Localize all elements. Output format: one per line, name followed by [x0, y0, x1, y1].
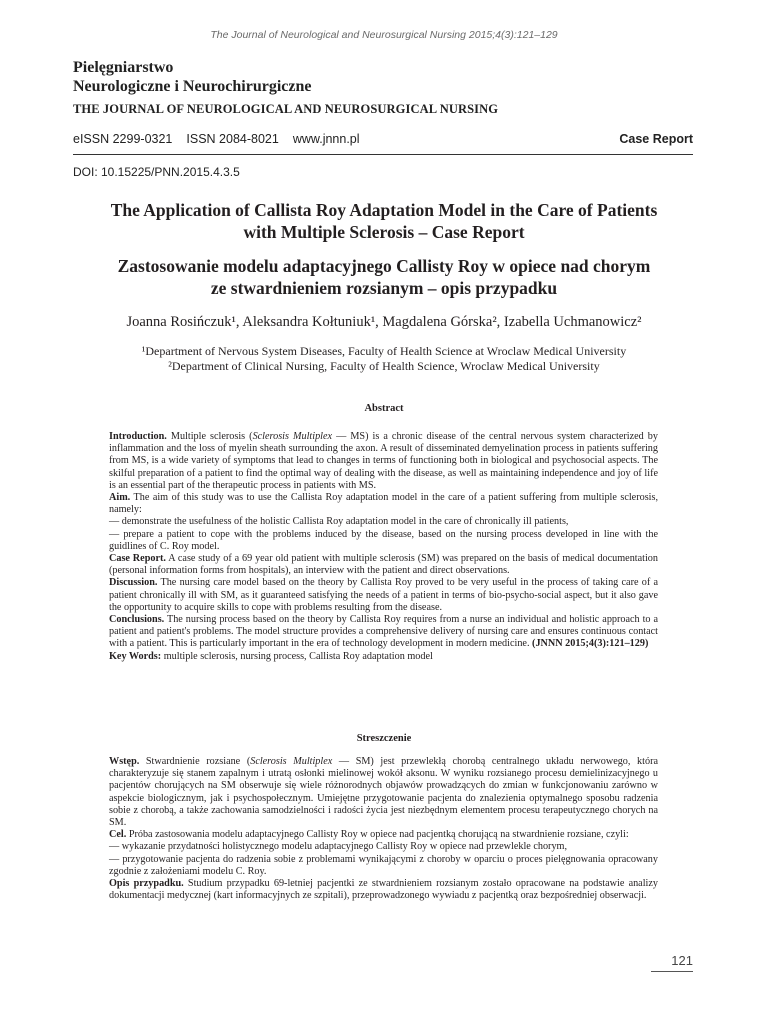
abstract-conclusions	[109, 614, 658, 651]
wstep-label: Wstęp.	[109, 756, 140, 767]
introduction-label: Introduction.	[109, 431, 167, 442]
wstep-italic: Sclerosis Multiplex	[250, 756, 333, 767]
aim-bullet-1: — demonstrate the usefulness of the holistic Callista Roy adaptation model in the care of chronically ill patients,	[109, 516, 569, 528]
opis-label: Opis przypadku.	[109, 878, 184, 890]
article-title-pl	[60, 255, 708, 299]
journal-website[interactable]: www.jnnn.pl	[292, 132, 360, 146]
journal-name-en: THE JOURNAL OF NEUROLOGICAL AND NEUROSURGICAL NURSING	[73, 102, 499, 116]
abstract-heading: Abstract	[364, 403, 404, 414]
journal-masthead	[73, 58, 693, 117]
running-head: The Journal of Neurological and Neurosurgical Nursing 2015;4(3):121–129	[210, 29, 558, 41]
abstract-case-report	[109, 553, 658, 577]
streszczenie-body	[109, 756, 658, 902]
streszczenie-heading: Streszczenie	[356, 733, 412, 744]
abstract-aim	[109, 492, 658, 516]
streszczenie-opis	[109, 878, 658, 902]
conclusions-text: The nursing process based on the theory by Callista Roy requires from a nurse an individual and holistic approach to a patient and patient's problems. The model structure provides a comprehensive delivery of nursing care and ensures continuous contact with a patient. This is particularly important in the era of technology development in modern medicine.	[109, 614, 658, 650]
journal-name-pl-line2: Neurologiczne i Neurochirurgiczne	[73, 78, 312, 95]
aim-text: The aim of this study was to use the Callista Roy adaptation model in the care of a patient suffering from multiple sclerosis, namely:	[109, 492, 658, 516]
cel-label: Cel.	[109, 829, 127, 841]
cel-bullet-2: — przygotowanie pacjenta do radzenia sobie z problemami wynikającymi z choroby w oparciu o proces pielęgnowania opracowany zgodnie z założeniami modelu C. Roy.	[109, 853, 658, 877]
journal-name-pl-line1: Pielęgniarstwo	[73, 59, 174, 76]
abstract-keywords	[109, 651, 658, 663]
discussion-text: The nursing care model based on the theory by Callista Roy proved to be very useful in the process of taking care of a patient chronically ill with SM, as it guaranteed satisfying the needs of a patient in terms of bio-psycho-social aspect, but it also gave the opportunity to acquire skills to cope with problems resulting from the disease.	[109, 577, 658, 613]
opis-text: Studium przypadku 69-letniej pacjentki ze stwardnieniem rozsianym zostało opracowane na podstawie analizy dokumentacji medycznej (kart informacyjnych ze szpitali), przeprowadzonego wywiadu z pacjentką oraz bezpośredniej obserwacji.	[109, 878, 658, 902]
conclusions-label: Conclusions.	[109, 614, 165, 626]
discussion-label: Discussion.	[109, 577, 158, 589]
aim-bullet-2: — prepare a patient to cope with the problems induced by the disease, based on the nursing process developed in line with the guidlines of C. Roy model.	[109, 528, 658, 552]
title-pl-line2: ze stwardnieniem rozsianym – opis przypadku	[210, 278, 558, 298]
affiliation-1: ¹Department of Nervous System Diseases, Faculty of Health Science at Wroclaw Medical University	[141, 344, 627, 358]
case-label: Case Report.	[109, 553, 166, 565]
issn-line	[73, 132, 693, 146]
citation: (JNNN 2015;4(3):121–129)	[532, 638, 649, 650]
streszczenie-wstep	[109, 756, 658, 829]
title-en-line2: with Multiple Sclerosis – Case Report	[243, 222, 525, 242]
wstep-text-pre: Stwardnienie rozsiane (	[139, 756, 251, 767]
affiliations	[40, 344, 728, 374]
keywords-label: Key Words:	[109, 650, 162, 662]
doi[interactable]: DOI: 10.15225/PNN.2015.4.3.5	[73, 165, 240, 179]
cel-text: Próba zastosowania modelu adaptacyjnego Callisty Roy w opiece nad pacjentką chorującą na stwardnienie rozsiane, czyli:	[126, 829, 629, 841]
footer-rule	[651, 971, 693, 972]
title-pl-line1: Zastosowanie modelu adaptacyjnego Callisty Roy w opiece nad chorym	[117, 256, 651, 276]
eissn: eISSN 2299-0321	[73, 132, 173, 146]
cel-bullet-1: — wykazanie przydatności holistycznego modelu adaptacyjnego Callisty Roy w opiece nad przewlekle chorym,	[109, 841, 568, 853]
affiliation-2: ²Department of Clinical Nursing, Faculty of Health Science, Wroclaw Medical University	[168, 359, 600, 373]
article-title-en	[60, 199, 708, 243]
abstract-body	[109, 431, 658, 663]
article-type: Case Report	[619, 132, 693, 146]
case-text: A case study of a 69 year old patient with multiple sclerosis (SM) was prepared on the basis of medical documentation (personal information forms from hospitals), an interview with the patient and direct observations.	[109, 553, 658, 577]
introduction-italic: Sclerosis Multiplex	[252, 431, 333, 442]
aim-label: Aim.	[109, 492, 131, 504]
title-en-line1: The Application of Callista Roy Adaptation Model in the Care of Patients	[110, 200, 658, 220]
keywords-text: multiple sclerosis, nursing process, Callista Roy adaptation model	[161, 650, 433, 662]
page-number: 121	[671, 953, 693, 968]
abstract-introduction	[109, 431, 658, 492]
abstract-discussion	[109, 577, 658, 614]
header-rule	[73, 154, 693, 155]
issn: ISSN 2084-8021	[186, 132, 279, 146]
streszczenie-cel	[109, 829, 658, 841]
introduction-text-post: — MS) is a chronic disease of the central nervous system characterized by inflammation and the loss of myelin sheath surrounding the axon. A result of disseminated demyelination process in patients suffering from MS, is a wide variety of symptoms that lead to changes in terms of functioning both in biological and psychosocial aspects. The skilful preparation of a patient to find the optimal way of dealing with the disease, as well as maintaining independence and joy of life is an essential part of the therapeutic process in patients with MS.	[109, 431, 658, 491]
wstep-text-post: — SM) jest przewlekłą chorobą centralnego układu nerwowego, która charakteryzuje się stanem zapalnym i utratą osłonki mielinowej wokół aksonu. W wyniku rozsianego procesu demielinizacyjnego u pacjentów chorujących na SM obserwuje się wiele różnorodnych objawów prowadzących do zmian w funkcjonowaniu zarówno w aspekcie biologicznym, jak i psychospołecznym. Umiejętne przygotowanie pacjenta do znalezienia optymalnego sposobu radzenia sobie z chorobą, a także zachowania samodzielności i radości życia jest niezbędnym elementem procesu terapeutycznego chorych na SM.	[109, 756, 658, 829]
authors: Joanna Rosińczuk¹, Aleksandra Kołtuniuk¹, Magdalena Górska², Izabella Uchmanowicz²	[126, 314, 642, 330]
introduction-text-pre: Multiple sclerosis (	[166, 431, 253, 442]
